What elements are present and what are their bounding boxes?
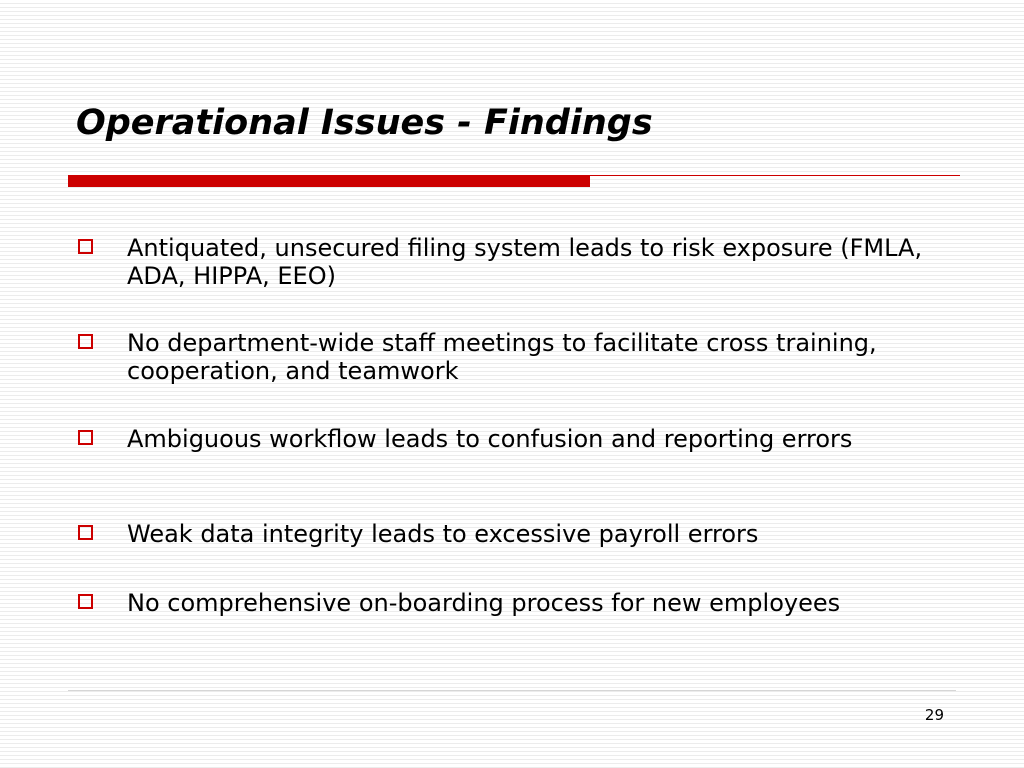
slide-title: Operational Issues - Findings [76, 103, 653, 143]
hollow-square-bullet-icon [78, 525, 93, 540]
bullet-text: Ambiguous workflow leads to confusion and reporting errors [127, 425, 853, 453]
footer-divider [68, 690, 956, 691]
bullet-text: Antiquated, unsecured filing system leads to risk exposure (FMLA, ADA, HIPPA, EEO) [127, 234, 923, 290]
title-underline-thin [590, 175, 960, 176]
title-underline-thick [68, 175, 590, 187]
bullet-text: Weak data integrity leads to excessive payroll errors [127, 520, 759, 548]
page-number: 29 [924, 706, 944, 724]
hollow-square-bullet-icon [78, 594, 93, 609]
hollow-square-bullet-icon [78, 334, 93, 349]
hollow-square-bullet-icon [78, 239, 93, 254]
bullet-text: No department-wide staff meetings to facilitate cross training, cooperation, and teamwork [127, 329, 877, 385]
bullet-text: No comprehensive on-boarding process for new employees [127, 589, 841, 617]
hollow-square-bullet-icon [78, 430, 93, 445]
